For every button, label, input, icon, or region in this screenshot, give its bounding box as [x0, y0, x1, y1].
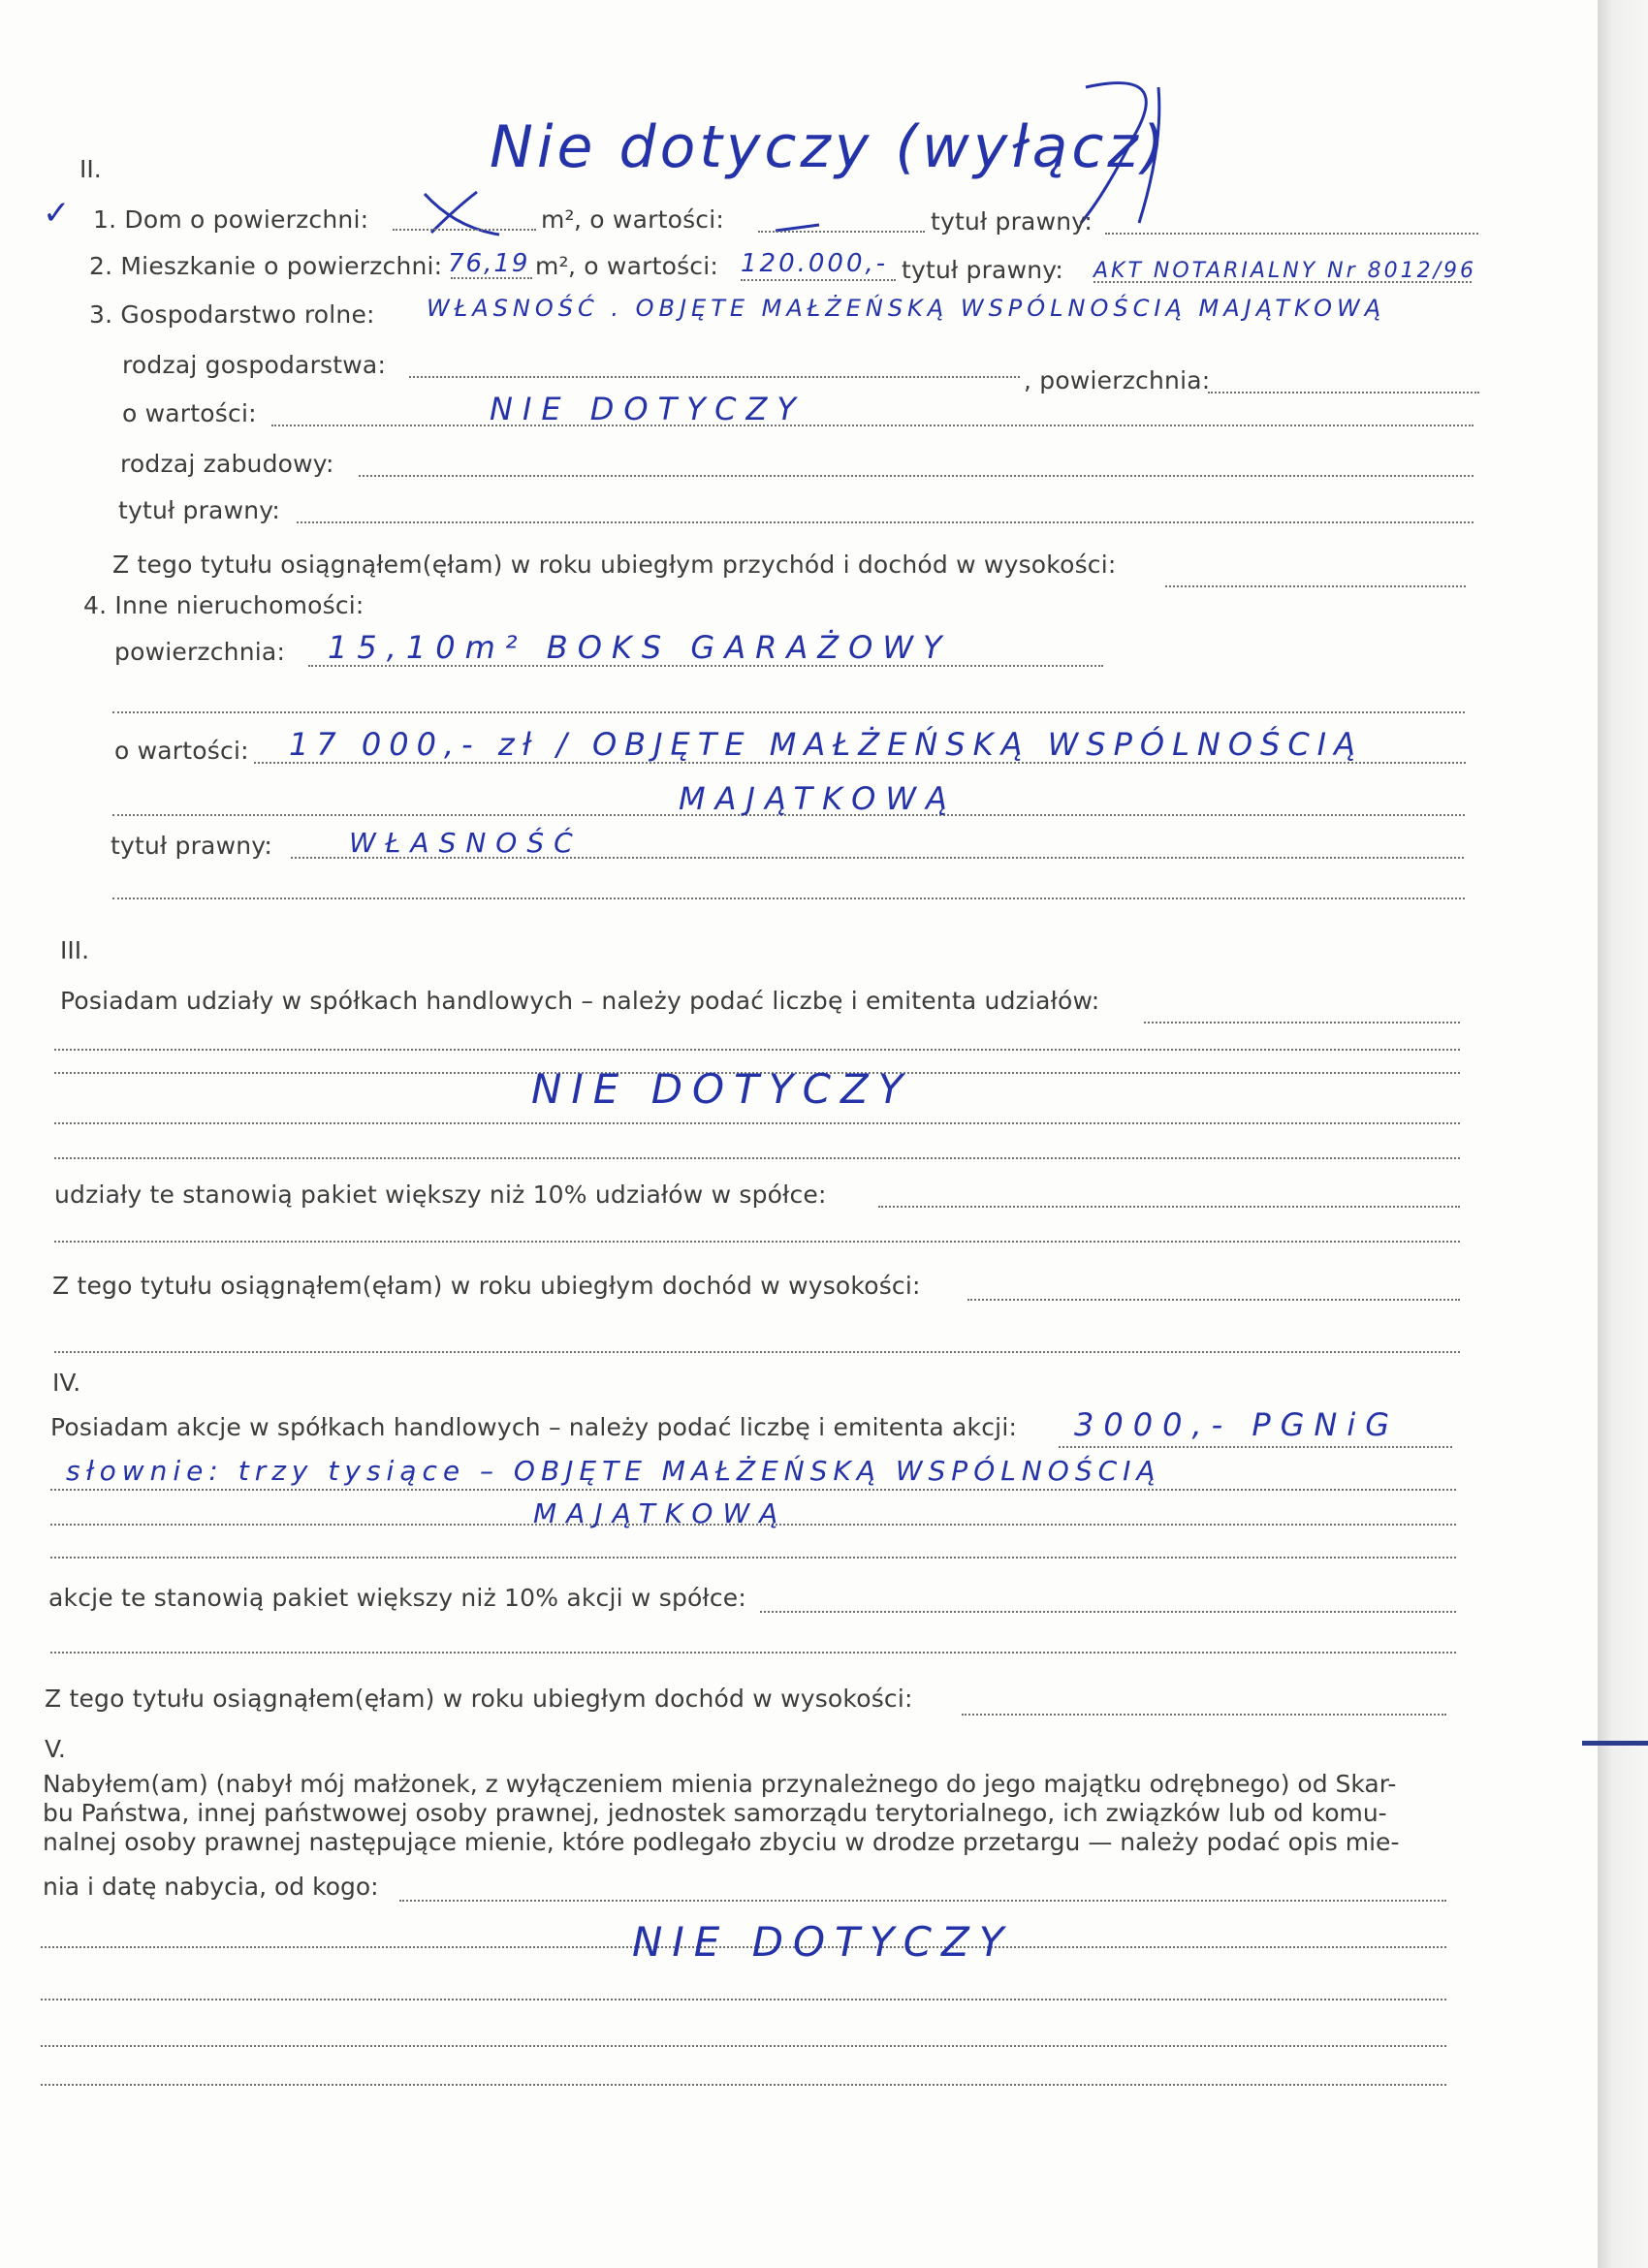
item1-value-label: , o wartości: — [574, 205, 725, 234]
item2-title: AKT NOTARIALNY Nr 8012/96 — [1093, 259, 1477, 283]
dotted-line — [1059, 1446, 1452, 1448]
dotted-line — [967, 1299, 1460, 1301]
dotted-line — [359, 475, 1474, 477]
check-mark-icon: ✓ — [43, 194, 71, 233]
item4-label: 4. Inne nieruchomości: — [83, 591, 364, 619]
dotted-line — [399, 1900, 1446, 1902]
item2-label: 2. Mieszkanie o powierzchni: — [89, 252, 443, 280]
item4-value-cont: MAJĄTKOWĄ — [679, 780, 957, 817]
item4-value: 17 000,- zł / OBJĘTE MAŁŻEŃSKĄ WSPÓLNOŚCIĄ — [289, 726, 1363, 763]
item2-value: 120.000,- — [741, 249, 889, 278]
item4-area-label: powierzchnia: — [114, 638, 286, 666]
dotted-line — [1208, 392, 1479, 394]
dotted-line — [271, 425, 1474, 426]
shares-value: NIE DOTYCZY — [531, 1065, 913, 1113]
dotted-line — [112, 711, 1465, 713]
item1-label: 1. Dom o powierzchni: — [93, 205, 369, 234]
item2-value-label: , o wartości: — [568, 252, 719, 280]
dotted-line — [41, 2045, 1446, 2047]
item4-title-label: tytuł prawny: — [111, 832, 273, 860]
dotted-line — [50, 1489, 1456, 1491]
dotted-line — [50, 1557, 1456, 1559]
item3-value: NIE DOTYCZY — [490, 391, 806, 427]
item4-title: WŁASNOŚĆ — [349, 827, 583, 859]
dotted-line — [41, 2084, 1446, 2086]
item1-title-label: tytuł prawny: — [931, 207, 1093, 236]
dotted-line — [758, 231, 925, 233]
item4-area: 15,10m² BOKS GARAŻOWY — [328, 629, 952, 666]
section-v-line3: nalnej osoby prawnej następujące mienie, które podlegało zbyciu w drodze przetargu — należy podać opis mie- — [43, 1828, 1400, 1856]
dotted-line — [393, 229, 536, 231]
stocks-value: 3000,- PGNiG — [1074, 1406, 1400, 1443]
item3-area-label: , powierzchnia: — [1024, 366, 1211, 394]
shares-income-label: Z tego tytułu osiągnąłem(ęłam) w roku ubiegłym dochód w wysokości: — [52, 1272, 921, 1300]
dotted-line — [962, 1714, 1446, 1716]
dotted-line — [1144, 1022, 1460, 1024]
shares-stake-label: udziały te stanowią pakiet większy niż 10% udziałów w spółce: — [54, 1181, 827, 1209]
section-iv-heading: IV. — [52, 1369, 81, 1397]
stocks-words: słownie: trzy tysiące – OBJĘTE MAŁŻEŃSKĄ WSPÓLNOŚCIĄ — [66, 1455, 1161, 1487]
dotted-line — [760, 1611, 1456, 1613]
item3-value-label: o wartości: — [122, 399, 257, 427]
section-v-line4: nia i datę nabycia, od kogo: — [43, 1873, 379, 1901]
dotted-line — [1165, 585, 1466, 587]
stocks-stake-label: akcje te stanowią pakiet większy niż 10% akcji w spółce: — [48, 1584, 746, 1612]
dotted-line — [50, 1652, 1456, 1654]
section-v-heading: V. — [45, 1735, 66, 1763]
item3-income-label: Z tego tytułu osiągnąłem(ęłam) w roku ubiegłym przychód i dochód w wysokości: — [112, 551, 1117, 579]
dotted-line — [41, 1999, 1446, 2000]
dotted-line — [112, 898, 1465, 899]
item2-title-label: tytuł prawny: — [902, 256, 1064, 284]
stocks-label: Posiadam akcje w spółkach handlowych – należy podać liczbę i emitenta akcji: — [50, 1413, 1018, 1441]
dotted-line — [409, 376, 1020, 378]
dotted-line — [54, 1351, 1460, 1353]
dotted-line — [878, 1206, 1460, 1208]
item3-label: 3. Gospodarstwo rolne: — [89, 300, 375, 329]
item2-area: 76,19 — [448, 249, 530, 278]
dotted-line — [54, 1049, 1460, 1051]
item3-title-label: tytuł prawny: — [118, 496, 281, 524]
dotted-line — [54, 1122, 1460, 1124]
section-v-line1: Nabyłem(am) (nabył mój małżonek, z wyłączeniem mienia przynależnego do jego majątku odrębnego) od Skar- — [43, 1770, 1397, 1798]
item3-ownership-note: WŁASNOŚĆ . OBJĘTE MAŁŻEŃSKĄ WSPÓLNOŚCIĄ MAJĄTKOWĄ — [427, 295, 1386, 322]
section-v-line2: bu Państwa, innej państwowej osoby prawnej, jednostek samorządu terytorialnego, ich związków lub od komu- — [43, 1799, 1387, 1827]
item3-type-label: rodzaj gospodarstwa: — [122, 351, 387, 379]
stocks-cont: MAJĄTKOWĄ — [533, 1497, 788, 1529]
item2-m2: m² — [535, 252, 569, 280]
top-annotation: Nie dotyczy (wyłącz) — [490, 113, 1169, 181]
section-v-value: NIE DOTYCZY — [632, 1918, 1014, 1966]
section-ii-heading: II. — [79, 155, 102, 183]
stocks-income-label: Z tego tytułu osiągnąłem(ęłam) w roku ubiegłym dochód w wysokości: — [45, 1685, 913, 1713]
shares-label: Posiadam udziały w spółkach handlowych – należy podać liczbę i emitenta udziałów: — [60, 987, 1100, 1015]
section-iii-heading: III. — [60, 936, 90, 964]
dotted-line — [1105, 233, 1478, 235]
item3-buildings-label: rodzaj zabudowy: — [120, 450, 334, 478]
dotted-line — [297, 521, 1474, 523]
item1-m2: m² — [541, 205, 575, 234]
dotted-line — [54, 1241, 1460, 1243]
item4-value-label: o wartości: — [114, 737, 249, 765]
dotted-line — [54, 1157, 1460, 1159]
